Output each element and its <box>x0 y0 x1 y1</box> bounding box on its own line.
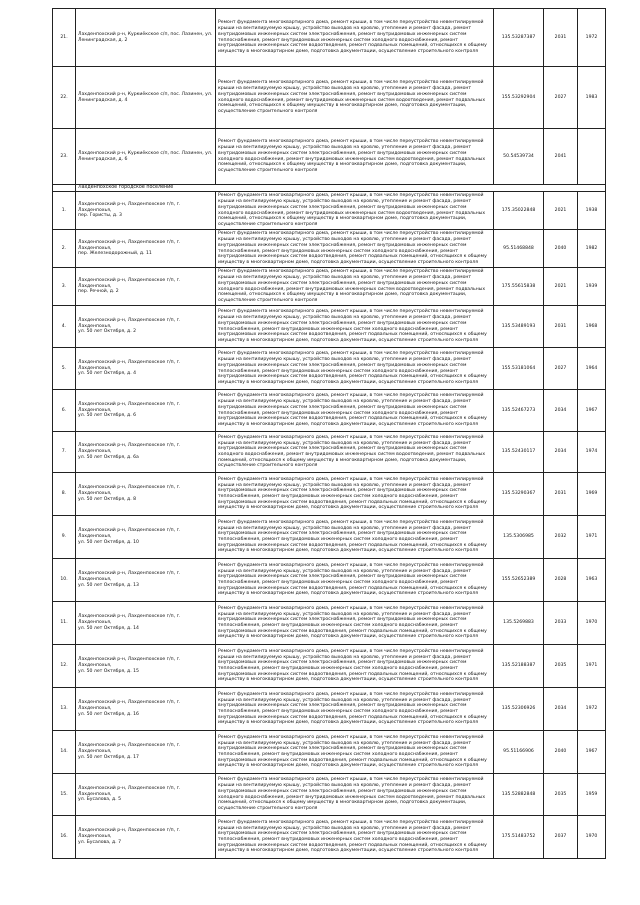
table-row <box>53 67 606 129</box>
table-row <box>53 774 606 816</box>
built-year-cell: 1964 <box>578 348 606 390</box>
planned-year-cell: 2034 <box>544 390 578 432</box>
row-number: 16. <box>53 816 76 859</box>
address-cell: Лахденпохский р-н, Лахденпохское г/п, г. Лахденпохья, ул. 50 лет Октября, д. 10 <box>76 516 216 559</box>
table-row <box>53 602 606 645</box>
built-year-cell: 1970 <box>578 816 606 859</box>
table-row <box>53 645 606 688</box>
works-cell: Ремонт фундамента многоквартирного дома, ремонт крыши, в том числе переустройство невентилируемой крыши на вентилируемую крышу, устройство выходов на кровлю, утепление и ремонт фасада, ремонт внутридомовых инженерных систем электроснабжения, ремонт внутридомовых инженерных систем теплоснабжения, ремонт внутридомовых инженерных систем холодного водоснабжения, ремонт внутридомовых инженерных систем водоотведения, ремонт подвальных помещений, относящихся к общему имуществу в многоквартирном доме, подготовка документации, осуществление строительного контроля <box>216 559 494 602</box>
address-cell: Лахденпохский р-н, Лахденпохское г/п, г. Лахденпохья, ул. 50 лет Октября, д. 17 <box>76 731 216 774</box>
planned-year-cell: 2032 <box>544 516 578 559</box>
cost-cell: 135.52430117 <box>494 432 544 473</box>
cost-cell: 175.55615838 <box>494 268 544 306</box>
works-cell: Ремонт фундамента многоквартирного дома, ремонт крыши, в том числе переустройство невентилируемой крыши на вентилируемую крышу, устройство выходов на кровлю, утепление и ремонт фасада, ремонт внутридомовых инженерных систем электроснабжения, ремонт внутридомовых инженерных систем холодного водоснабжения, ремонт внутридомовых инженерных систем водоотведения, ремонт подвальных помещений, относящихся к общему имуществу в многоквартирном доме, подготовка документации, осуществление строительного контроля <box>216 774 494 816</box>
table-row <box>53 559 606 602</box>
works-cell: Ремонт фундамента многоквартирного дома, ремонт крыши, в том числе переустройство невентилируемой крыши на вентилируемую крышу, устройство выходов на кровлю, утепление и ремонт фасада, ремонт внутридомовых инженерных систем электроснабжения, ремонт внутридомовых инженерных систем холодного водоснабжения, ремонт внутридомовых инженерных систем водоотведения, ремонт подвальных помещений, относящихся к общему имуществу в многоквартирном доме, подготовка документации, осуществление строительного контроля <box>216 67 494 129</box>
built-year-cell: 1967 <box>578 731 606 774</box>
address-cell: Лахденпохский р-н, Лахденпохское г/п, г. Лахденпохья, пер. Железнодорожный, д. 11 <box>76 230 216 268</box>
works-cell: Ремонт фундамента многоквартирного дома, ремонт крыши, в том числе переустройство невентилируемой крыши на вентилируемую крышу, устройство выходов на кровлю, утепление и ремонт фасада, ремонт внутридомовых инженерных систем электроснабжения, ремонт внутридомовых инженерных систем холодного водоснабжения, ремонт внутридомовых инженерных систем водоотведения, ремонт подвальных помещений, относящихся к общему имуществу в многоквартирном доме, подготовка документации, осуществление строительного контроля <box>216 268 494 306</box>
table-row <box>53 688 606 731</box>
planned-year-cell: 2028 <box>544 559 578 602</box>
built-year-cell: 1968 <box>578 306 606 348</box>
address-cell: Лахденпохский р-н, Лахденпохское г/п, г. Лахденпохья, ул. Бусалова, д. 7 <box>76 816 216 859</box>
cost-cell: 175.51483752 <box>494 816 544 859</box>
planned-year-cell: 2033 <box>544 602 578 645</box>
works-cell: Ремонт фундамента многоквартирного дома, ремонт крыши, в том числе переустройство невентилируемой крыши на вентилируемую крышу, устройство выходов на кровлю, утепление и ремонт фасада, ремонт внутридомовых инженерных систем электроснабжения, ремонт внутридомовых инженерных систем теплоснабжения, ремонт внутридомовых инженерных систем холодного водоснабжения, ремонт внутридомовых инженерных систем водоотведения, ремонт подвальных помещений, относящихся к общему имуществу в многоквартирном доме, подготовка документации, осуществление строительного контроля <box>216 731 494 774</box>
section-number-cell <box>53 185 76 192</box>
built-year-cell: 1974 <box>578 432 606 473</box>
planned-year-cell: 2031 <box>544 306 578 348</box>
row-number: 6. <box>53 390 76 432</box>
cost-cell: 135.52188387 <box>494 645 544 688</box>
row-number: 8. <box>53 473 76 516</box>
planned-year-cell: 2031 <box>544 473 578 516</box>
row-number: 7. <box>53 432 76 473</box>
section-title: Лахденпохское городское поселение <box>76 185 606 192</box>
table-row <box>53 129 606 185</box>
cost-cell: 155.53292904 <box>494 67 544 129</box>
table-row <box>53 192 606 230</box>
table-row <box>53 516 606 559</box>
row-number: 10. <box>53 559 76 602</box>
works-cell: Ремонт фундамента многоквартирного дома, ремонт крыши, в том числе переустройство невентилируемой крыши на вентилируемую крышу, устройство выходов на кровлю, утепление и ремонт фасада, ремонт внутридомовых инженерных систем электроснабжения, ремонт внутридомовых инженерных систем теплоснабжения, ремонт внутридомовых инженерных систем холодного водоснабжения, ремонт внутридомовых инженерных систем водоотведения, ремонт подвальных помещений, относящихся к общему имуществу в многоквартирном доме, подготовка документации, осуществление строительного контроля <box>216 473 494 516</box>
cost-cell: 95.51468848 <box>494 230 544 268</box>
works-cell: Ремонт фундамента многоквартирного дома, ремонт крыши, в том числе переустройство невентилируемой крыши на вентилируемую крышу, устройство выходов на кровлю, утепление и ремонт фасада, ремонт внутридомовых инженерных систем электроснабжения, ремонт внутридомовых инженерных систем теплоснабжения, ремонт внутридомовых инженерных систем холодного водоснабжения, ремонт внутридомовых инженерных систем водоотведения, ремонт подвальных помещений, относящихся к общему имуществу в многоквартирном доме, подготовка документации, осуществление строительного контроля <box>216 348 494 390</box>
planned-year-cell: 2027 <box>544 348 578 390</box>
table-row <box>53 306 606 348</box>
cost-cell: 135.5269883 <box>494 602 544 645</box>
row-number: 4. <box>53 306 76 348</box>
address-cell: Лахденпохский р-н, Лахденпохское г/п, г. Лахденпохья, ул. 50 лет Октября, д. 16 <box>76 688 216 731</box>
address-cell: Лахденпохский р-н, Лахденпохское г/п, г. Лахденпохья, ул. 50 лет Октября, д. 14 <box>76 602 216 645</box>
address-cell: Лахденпохский р-н, Куркиёкское с/п, пос. Лазинен, ул. Ленинградская, д. 2 <box>76 9 216 67</box>
table-row <box>53 268 606 306</box>
built-year-cell: 1969 <box>578 473 606 516</box>
address-cell: Лахденпохский р-н, Лахденпохское г/п, г. Лахденпохья, пер. Речной, д. 2 <box>76 268 216 306</box>
row-number: 1. <box>53 192 76 230</box>
address-cell: Лахденпохский р-н, Лахденпохское г/п, г. Лахденпохья, пер. Гористы, д. 3 <box>76 192 216 230</box>
row-number: 9. <box>53 516 76 559</box>
built-year-cell <box>578 129 606 185</box>
table-row <box>53 432 606 473</box>
cost-cell: 135.53287387 <box>494 9 544 67</box>
row-number: 23. <box>53 129 76 185</box>
table-row <box>53 390 606 432</box>
built-year-cell: 1972 <box>578 688 606 731</box>
cost-cell: 135.5306985 <box>494 516 544 559</box>
planned-year-cell: 2034 <box>544 688 578 731</box>
row-number: 2. <box>53 230 76 268</box>
planned-year-cell: 2040 <box>544 230 578 268</box>
address-cell: Лахденпохский р-н, Лахденпохское г/п, г. Лахденпохья, ул. 50 лет Октября, д. 2 <box>76 306 216 348</box>
table-row <box>53 230 606 268</box>
row-number: 5. <box>53 348 76 390</box>
works-cell: Ремонт фундамента многоквартирного дома, ремонт крыши, в том числе переустройство невентилируемой крыши на вентилируемую крышу, устройство выходов на кровлю, утепление и ремонт фасада, ремонт внутридомовых инженерных систем электроснабжения, ремонт внутридомовых инженерных систем теплоснабжения, ремонт внутридомовых инженерных систем холодного водоснабжения, ремонт внутридомовых инженерных систем водоотведения, ремонт подвальных помещений, относящихся к общему имуществу в многоквартирном доме, подготовка документации, осуществление строительного контроля <box>216 230 494 268</box>
planned-year-cell: 2035 <box>544 774 578 816</box>
cost-cell: 155.52652389 <box>494 559 544 602</box>
works-cell: Ремонт фундамента многоквартирного дома, ремонт крыши, в том числе переустройство невентилируемой крыши на вентилируемую крышу, устройство выходов на кровлю, утепление и ремонт фасада, ремонт внутридомовых инженерных систем электроснабжения, ремонт внутридомовых инженерных систем теплоснабжения, ремонт внутридомовых инженерных систем холодного водоснабжения, ремонт внутридомовых инженерных систем водоотведения, ремонт подвальных помещений, относящихся к общему имуществу в многоквартирном доме, подготовка документации, осуществление строительного контроля <box>216 9 494 67</box>
built-year-cell: 1959 <box>578 774 606 816</box>
planned-year-cell: 2021 <box>544 268 578 306</box>
table-row <box>53 9 606 67</box>
cost-cell: 135.52306926 <box>494 688 544 731</box>
works-cell: Ремонт фундамента многоквартирного дома, ремонт крыши, в том числе переустройство невентилируемой крыши на вентилируемую крышу, устройство выходов на кровлю, утепление и ремонт фасада, ремонт внутридомовых инженерных систем электроснабжения, ремонт внутридомовых инженерных систем холодного водоснабжения, ремонт внутридомовых инженерных систем водоотведения, ремонт подвальных помещений, относящихся к общему имуществу в многоквартирном доме, подготовка документации, осуществление строительного контроля <box>216 129 494 185</box>
table-row <box>53 473 606 516</box>
row-number: 14. <box>53 731 76 774</box>
built-year-cell: 1971 <box>578 516 606 559</box>
address-cell: Лахденпохский р-н, Лахденпохское г/п, г. Лахденпохья, ул. 50 лет Октября, д. 6а <box>76 432 216 473</box>
address-cell: Лахденпохский р-н, Куркиёкское с/п, пос. Лазинен, ул. Ленинградская, д. 4 <box>76 67 216 129</box>
address-cell: Лахденпохский р-н, Лахденпохское г/п, г. Лахденпохья, ул. 50 лет Октября, д. 4 <box>76 348 216 390</box>
cost-cell: 155.53181064 <box>494 348 544 390</box>
repair-schedule-table <box>52 8 606 859</box>
works-cell: Ремонт фундамента многоквартирного дома, ремонт крыши, в том числе переустройство невентилируемой крыши на вентилируемую крышу, устройство выходов на кровлю, утепление и ремонт фасада, ремонт внутридомовых инженерных систем электроснабжения, ремонт внутридомовых инженерных систем теплоснабжения, ремонт внутридомовых инженерных систем холодного водоснабжения, ремонт внутридомовых инженерных систем водоотведения, ремонт подвальных помещений, относящихся к общему имуществу в многоквартирном доме, подготовка документации, осуществление строительного контроля <box>216 602 494 645</box>
works-cell: Ремонт фундамента многоквартирного дома, ремонт крыши, в том числе переустройство невентилируемой крыши на вентилируемую крышу, устройство выходов на кровлю, утепление и ремонт фасада, ремонт внутридомовых инженерных систем электроснабжения, ремонт внутридомовых инженерных систем теплоснабжения, ремонт внутридомовых инженерных систем холодного водоснабжения, ремонт внутридомовых инженерных систем водоотведения, ремонт подвальных помещений, относящихся к общему имуществу в многоквартирном доме, подготовка документации, осуществление строительного контроля <box>216 516 494 559</box>
address-cell: Лахденпохский р-н, Лахденпохское г/п, г. Лахденпохья, ул. 50 лет Октября, д. 8 <box>76 473 216 516</box>
cost-cell: 135.53290367 <box>494 473 544 516</box>
planned-year-cell: 2034 <box>544 432 578 473</box>
built-year-cell: 1983 <box>578 67 606 129</box>
row-number: 12. <box>53 645 76 688</box>
planned-year-cell: 2035 <box>544 645 578 688</box>
works-cell: Ремонт фундамента многоквартирного дома, ремонт крыши, в том числе переустройство невентилируемой крыши на вентилируемую крышу, устройство выходов на кровлю, утепление и ремонт фасада, ремонт внутридомовых инженерных систем электроснабжения, ремонт внутридомовых инженерных систем холодного водоснабжения, ремонт внутридомовых инженерных систем водоотведения, ремонт подвальных помещений, относящихся к общему имуществу в многоквартирном доме, подготовка документации, осуществление строительного контроля <box>216 192 494 230</box>
built-year-cell: 1967 <box>578 390 606 432</box>
cost-cell: 135.53489193 <box>494 306 544 348</box>
works-cell: Ремонт фундамента многоквартирного дома, ремонт крыши, в том числе переустройство невентилируемой крыши на вентилируемую крышу, устройство выходов на кровлю, утепление и ремонт фасада, ремонт внутридомовых инженерных систем электроснабжения, ремонт внутридомовых инженерных систем теплоснабжения, ремонт внутридомовых инженерных систем холодного водоснабжения, ремонт внутридомовых инженерных систем водоотведения, ремонт подвальных помещений, относящихся к общему имуществу в многоквартирном доме, подготовка документации, осуществление строительного контроля <box>216 816 494 859</box>
built-year-cell: 1938 <box>578 192 606 230</box>
planned-year-cell: 2037 <box>544 816 578 859</box>
address-cell: Лахденпохский р-н, Куркиёкское с/п, пос. Лазинен, ул. Ленинградская, д. 6 <box>76 129 216 185</box>
section-header-row <box>53 185 606 192</box>
row-number: 3. <box>53 268 76 306</box>
address-cell: Лахденпохский р-н, Лахденпохское г/п, г. Лахденпохья, ул. 50 лет Октября, д. 13 <box>76 559 216 602</box>
works-cell: Ремонт фундамента многоквартирного дома, ремонт крыши, в том числе переустройство невентилируемой крыши на вентилируемую крышу, устройство выходов на кровлю, утепление и ремонт фасада, ремонт внутридомовых инженерных систем электроснабжения, ремонт внутридомовых инженерных систем теплоснабжения, ремонт внутридомовых инженерных систем холодного водоснабжения, ремонт внутридомовых инженерных систем водоотведения, ремонт подвальных помещений, относящихся к общему имуществу в многоквартирном доме, подготовка документации, осуществление строительного контроля <box>216 688 494 731</box>
planned-year-cell: 2021 <box>544 192 578 230</box>
planned-year-cell: 2031 <box>544 9 578 67</box>
table-row <box>53 731 606 774</box>
row-number: 22. <box>53 67 76 129</box>
cost-cell: 50.54539734 <box>494 129 544 185</box>
cost-cell: 135.52882848 <box>494 774 544 816</box>
built-year-cell: 1970 <box>578 602 606 645</box>
cost-cell: 175.35022848 <box>494 192 544 230</box>
planned-year-cell: 2027 <box>544 67 578 129</box>
row-number: 15. <box>53 774 76 816</box>
works-cell: Ремонт фундамента многоквартирного дома, ремонт крыши, в том числе переустройство невентилируемой крыши на вентилируемую крышу, устройство выходов на кровлю, утепление и ремонт фасада, ремонт внутридомовых инженерных систем электроснабжения, ремонт внутридомовых инженерных систем теплоснабжения, ремонт внутридомовых инженерных систем холодного водоснабжения, ремонт внутридомовых инженерных систем водоотведения, ремонт подвальных помещений, относящихся к общему имуществу в многоквартирном доме, подготовка документации, осуществление строительного контроля <box>216 390 494 432</box>
row-number: 13. <box>53 688 76 731</box>
built-year-cell: 1972 <box>578 9 606 67</box>
cost-cell: 95.51166906 <box>494 731 544 774</box>
table-row <box>53 348 606 390</box>
row-number: 21. <box>53 9 76 67</box>
works-cell: Ремонт фундамента многоквартирного дома, ремонт крыши, в том числе переустройство невентилируемой крыши на вентилируемую крышу, устройство выходов на кровлю, утепление и ремонт фасада, ремонт внутридомовых инженерных систем электроснабжения, ремонт внутридомовых инженерных систем теплоснабжения, ремонт внутридомовых инженерных систем холодного водоснабжения, ремонт внутридомовых инженерных систем водоотведения, ремонт подвальных помещений, относящихся к общему имуществу в многоквартирном доме, подготовка документации, осуществление строительного контроля <box>216 645 494 688</box>
built-year-cell: 1982 <box>578 230 606 268</box>
address-cell: Лахденпохский р-н, Лахденпохское г/п, г. Лахденпохья, ул. 50 лет Октября, д. 15 <box>76 645 216 688</box>
cost-cell: 135.52467273 <box>494 390 544 432</box>
built-year-cell: 1963 <box>578 559 606 602</box>
planned-year-cell: 2040 <box>544 731 578 774</box>
works-cell: Ремонт фундамента многоквартирного дома, ремонт крыши, в том числе переустройство невентилируемой крыши на вентилируемую крышу, устройство выходов на кровлю, утепление и ремонт фасада, ремонт внутридомовых инженерных систем электроснабжения, ремонт внутридомовых инженерных систем холодного водоснабжения, ремонт внутридомовых инженерных систем водоотведения, ремонт подвальных помещений, относящихся к общему имуществу в многоквартирном доме, подготовка документации, осуществление строительного контроля <box>216 432 494 473</box>
works-cell: Ремонт фундамента многоквартирного дома, ремонт крыши, в том числе переустройство невентилируемой крыши на вентилируемую крышу, устройство выходов на кровлю, утепление и ремонт фасада, ремонт внутридомовых инженерных систем электроснабжения, ремонт внутридомовых инженерных систем теплоснабжения, ремонт внутридомовых инженерных систем холодного водоснабжения, ремонт внутридомовых инженерных систем водоотведения, ремонт подвальных помещений, относящихся к общему имуществу в многоквартирном доме, подготовка документации, осуществление строительного контроля <box>216 306 494 348</box>
built-year-cell: 1971 <box>578 645 606 688</box>
planned-year-cell: 2041 <box>544 129 578 185</box>
address-cell: Лахденпохский р-н, Лахденпохское г/п, г. Лахденпохья, ул. 50 лет Октября, д. 6 <box>76 390 216 432</box>
row-number: 11. <box>53 602 76 645</box>
address-cell: Лахденпохский р-н, Лахденпохское г/п, г. Лахденпохья, ул. Бусалова, д. 5 <box>76 774 216 816</box>
built-year-cell: 1939 <box>578 268 606 306</box>
table-row <box>53 816 606 859</box>
